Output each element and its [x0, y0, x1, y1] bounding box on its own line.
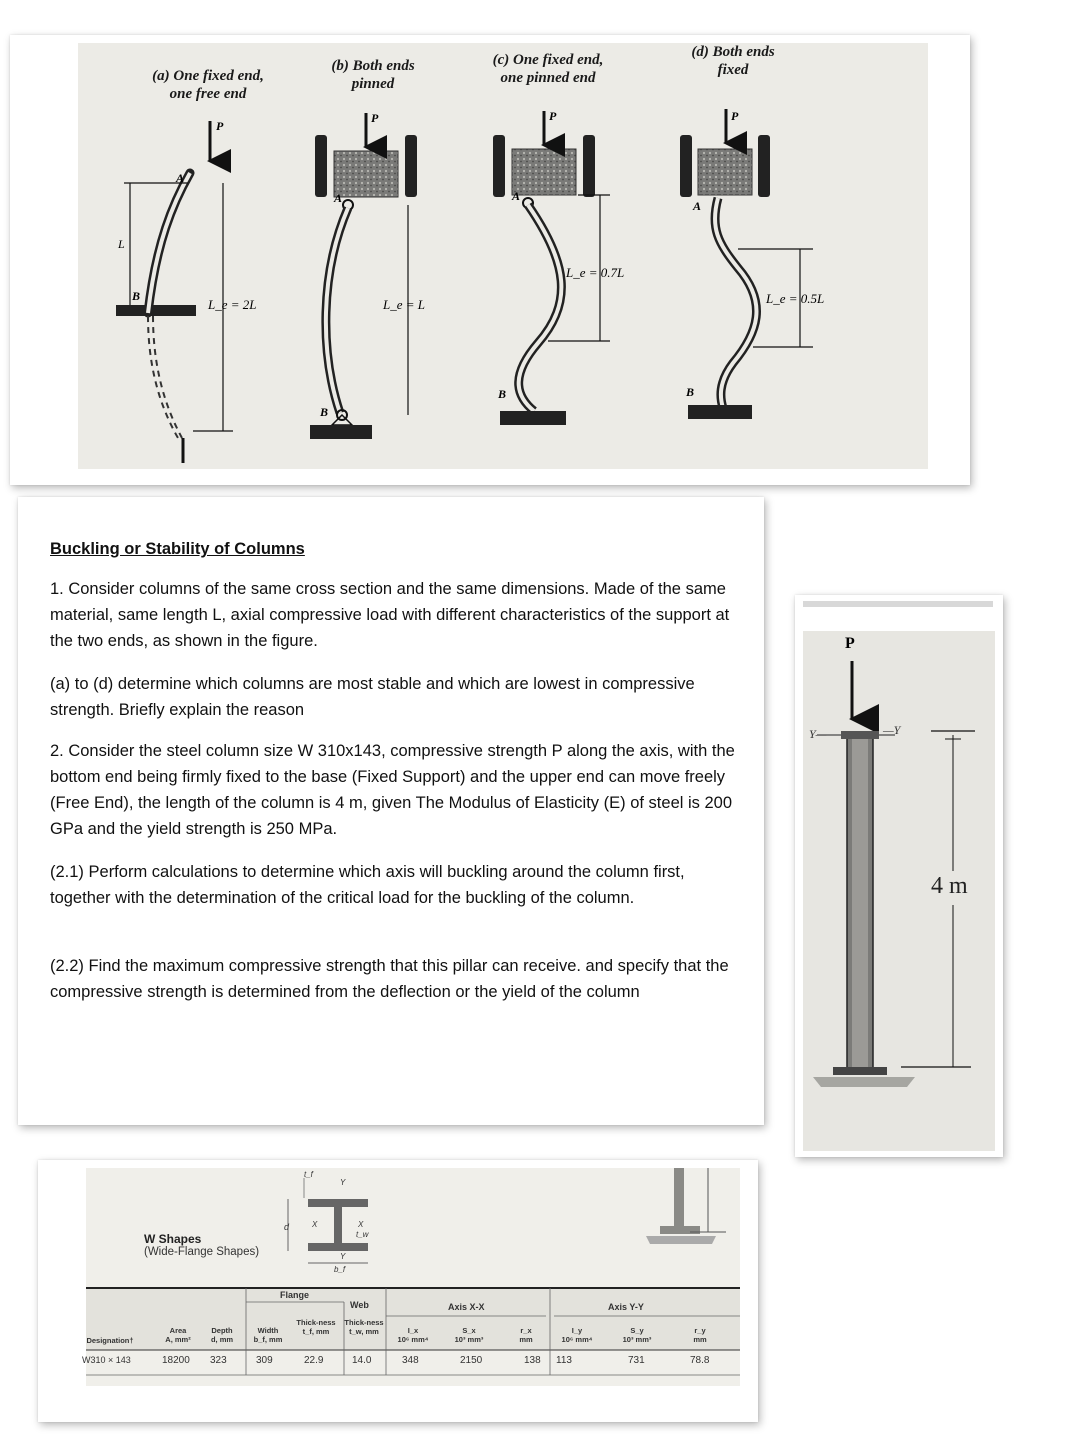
questions-title: Buckling or Stability of Columns: [50, 540, 305, 558]
photo-axis-left: Y—: [809, 727, 827, 741]
section-label-d: d: [284, 1222, 290, 1232]
section-label-tf: t_f: [304, 1170, 313, 1179]
photo-top-strip: [803, 601, 993, 607]
caption-d: (d) Both ends fixed: [691, 44, 775, 78]
section-label-y-bottom: Y: [340, 1252, 346, 1261]
cell-designation: W310 × 143: [82, 1355, 131, 1365]
point-b-label-b: B: [320, 405, 329, 419]
caption-c: (c) One fixed end, one pinned end: [492, 52, 604, 86]
table-subtitle: (Wide-Flange Shapes): [144, 1246, 260, 1258]
effective-length-b: L_e = L: [383, 297, 426, 312]
cell-width: 309: [256, 1355, 273, 1366]
fixed-base-a: [116, 305, 196, 316]
point-a-label-d: A: [693, 199, 702, 213]
photo-load-label: P: [845, 635, 855, 652]
load-label-d: P: [731, 109, 739, 123]
photo-axis-right: —Y: [883, 723, 901, 737]
section-label-x-left: X: [312, 1220, 318, 1229]
length-label: L: [118, 237, 125, 251]
cell-ix: 348: [402, 1355, 419, 1366]
header-area: Area A, mm²: [165, 1326, 191, 1344]
group-axis-x: Axis X-X: [448, 1302, 485, 1312]
question-1: 1. Consider columns of the same cross section and the same dimensions. Made of the same material, same length L, axial compressive load with different characteristics of the support at the two ends, as shown in the figure.: [50, 580, 730, 650]
column-b: [310, 113, 417, 439]
section-label-x-right: X: [358, 1220, 364, 1229]
point-a-label-c: A: [512, 189, 521, 203]
load-label-a: P: [216, 119, 224, 133]
table-row: [82, 1353, 740, 1373]
column-supports-diagram: [78, 43, 928, 469]
w-shape-table-card: [38, 1160, 758, 1422]
group-web: Web: [350, 1300, 369, 1310]
point-a-label-a: A: [176, 171, 185, 185]
header-designation: Designation†: [86, 1336, 134, 1345]
header-depth: Depth d, mm: [210, 1326, 234, 1344]
load-label-b: P: [371, 111, 379, 125]
question-2-2: (2.2) Find the maximum compressive strength that this pillar can receive. and specify that the compressive strength is determined from the deflection or the yield of the column: [50, 957, 729, 1001]
effective-length-d: L_e = 0.5L: [766, 291, 825, 306]
point-b-label-c: B: [498, 387, 507, 401]
cell-sy: 731: [628, 1355, 645, 1366]
question-1-sub: (a) to (d) determine which columns are most stable and which are lowest in compressive strength. Briefly explain the reason: [50, 675, 695, 719]
point-b-label-d: B: [686, 385, 695, 399]
columns-figure-card: [10, 35, 970, 485]
header-width: Width b_f, mm: [253, 1326, 283, 1344]
question-2: 2. Consider the steel column size W 310x143, compressive strength P along the axis, with the bottom end being firmly fixed to the base (Fixed Support) and the upper end can move freely (Free End), the length of the column is 4 m, given The Modulus of Elasticity (E) of steel is 200 GPa and the yield strength is 250 MPa.: [50, 742, 735, 838]
cell-ry: 78.8: [690, 1355, 710, 1366]
section-label-bf: b_f: [334, 1265, 346, 1274]
header-ix: I_x 10⁶ mm⁴: [397, 1326, 429, 1344]
cell-flange-thickness: 22.9: [304, 1355, 324, 1366]
load-label-c: P: [549, 109, 557, 123]
group-axis-y: Axis Y-Y: [608, 1302, 644, 1312]
header-rx: r_x mm: [519, 1326, 533, 1344]
column-d: [680, 109, 813, 419]
caption-a: (a) One fixed end, one free end: [152, 68, 264, 102]
header-ry: r_y mm: [693, 1326, 707, 1344]
header-iy: I_y 10⁶ mm⁴: [561, 1326, 593, 1344]
column-photo-card: [795, 595, 1003, 1157]
header-flange-thickness: Thick-ness t_f, mm: [296, 1318, 336, 1336]
cell-web-thickness: 14.0: [352, 1355, 372, 1366]
header-sy: S_y 10³ mm³: [622, 1326, 652, 1344]
table-title: W Shapes: [144, 1232, 202, 1246]
w-shape-table-photo: [82, 1168, 740, 1386]
group-flange: Flange: [280, 1290, 310, 1300]
header-web-thickness: Thick-ness t_w, mm: [344, 1318, 384, 1336]
effective-length-c: L_e = 0.7L: [566, 265, 625, 280]
cell-area: 18200: [162, 1355, 190, 1366]
section-label-tw: t_w: [356, 1230, 369, 1239]
cell-rx: 138: [524, 1355, 541, 1366]
cell-iy: 113: [556, 1355, 572, 1366]
photo-length-label: 4 m: [931, 873, 968, 899]
caption-b: (b) Both ends pinned: [331, 58, 415, 92]
column-photo: [803, 631, 995, 1151]
section-label-y-top: Y: [340, 1178, 346, 1187]
questions-card: [18, 497, 764, 1125]
columns-figure-photo: [78, 43, 928, 469]
point-a-label-b: A: [334, 191, 343, 205]
cell-depth: 323: [210, 1355, 227, 1366]
header-sx: S_x 10³ mm³: [454, 1326, 484, 1344]
point-b-label-a: B: [132, 289, 141, 303]
question-2-1: (2.1) Perform calculations to determine which axis will buckling around the column first, together with the determination of the critical load for the buckling of the column.: [50, 863, 685, 907]
effective-length-a: L_e = 2L: [208, 297, 257, 312]
cell-sx: 2150: [460, 1355, 483, 1366]
